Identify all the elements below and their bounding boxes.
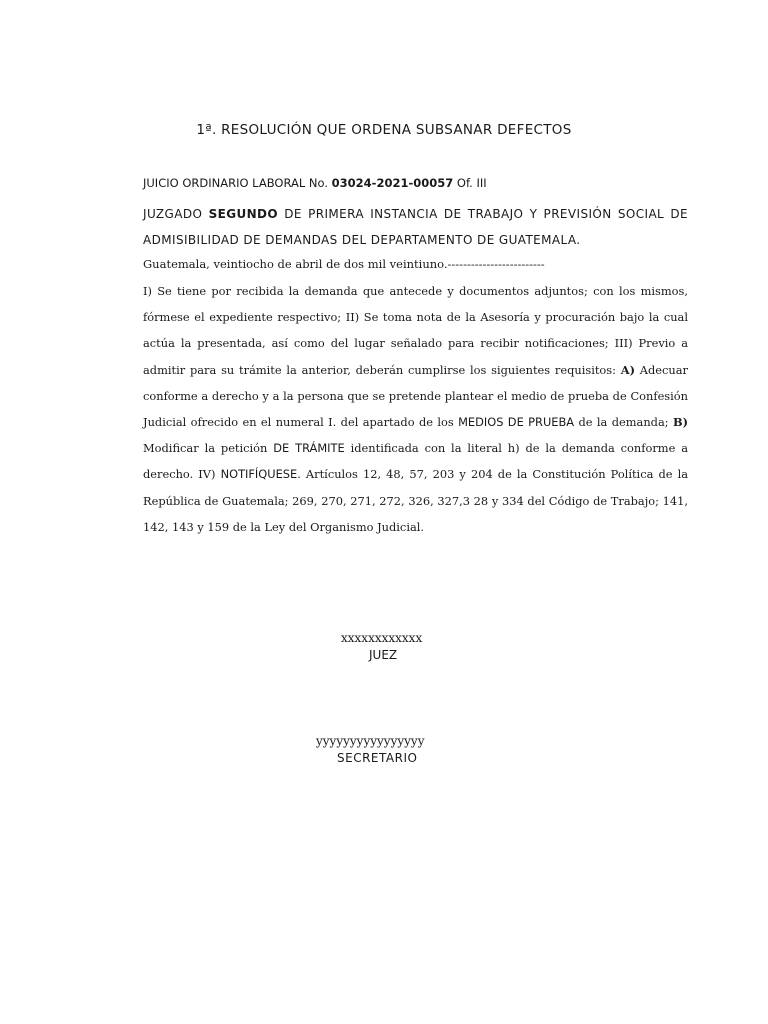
- body-part-2: Adecuar conforme a derecho y a la persona que se pretende plantear el medio de prueba de Confesión Judicial ofrecido en el numeral I. del apartado de los: [143, 362, 688, 430]
- requirement-b-label: B): [672, 415, 688, 430]
- tramite-label: DE TRÁMITE: [273, 441, 345, 456]
- date-line: Guatemala, veintiocho de abril de dos mil veintiuno.-------------------------: [143, 257, 545, 271]
- case-prefix: JUICIO ORDINARIO LABORAL No.: [143, 176, 332, 190]
- court-prefix: JUZGADO: [143, 207, 209, 221]
- resolution-body: [143, 278, 688, 540]
- secretary-title: SECRETARIO: [337, 751, 418, 765]
- case-line: [143, 176, 688, 190]
- secretary-name: yyyyyyyyyyyyyyyy: [316, 734, 425, 748]
- case-number: 03024-2021-00057: [331, 176, 454, 190]
- court-ordinal: SEGUNDO: [208, 207, 279, 221]
- notifiquese-label: NOTIFÍQUESE.: [220, 467, 301, 482]
- evidence-section-label: MEDIOS DE PRUEBA: [458, 415, 575, 430]
- body-part-1: I) Se tiene por recibida la demanda que antecede y documentos adjuntos; con los mismos, fórmese el expediente respectivo; II) Se toma nota de la Asesoría y procuración bajo la cual actúa la presentada, así como del lugar señalado para recibir notificaciones; III) Previo a admitir para su trámite la anterior, deberán cumplirse los siguientes requisitos:: [143, 284, 688, 377]
- court-heading: [143, 201, 688, 253]
- judge-name: xxxxxxxxxxxx: [341, 631, 423, 645]
- case-suffix: Of. III: [453, 176, 487, 190]
- body-part-6: Artículos 12, 48, 57, 203 y 204 de la Constitución Política de la República de Guatemala; 269, 270, 271, 272, 326, 327,3 28 y 334 del Código de Trabajo; 141, 142, 143 y 159 de la Ley del Organismo Judicial.: [143, 467, 689, 534]
- requirement-a-label: A): [620, 362, 635, 377]
- court-name: DE PRIMERA INSTANCIA DE TRABAJO Y PREVISIÓN SOCIAL DE ADMISIBILIDAD DE DEMANDAS DEL DEPARTAMENTO DE GUATEMALA.: [143, 207, 688, 247]
- document-title: 1ª. RESOLUCIÓN QUE ORDENA SUBSANAR DEFECTOS: [196, 122, 572, 138]
- body-part-5: identificada con la literal h) de la demanda conforme a derecho. IV): [143, 441, 688, 482]
- body-part-4: Modificar la petición: [143, 441, 274, 456]
- body-part-3: de la demanda;: [574, 415, 673, 430]
- judge-title: JUEZ: [369, 648, 398, 662]
